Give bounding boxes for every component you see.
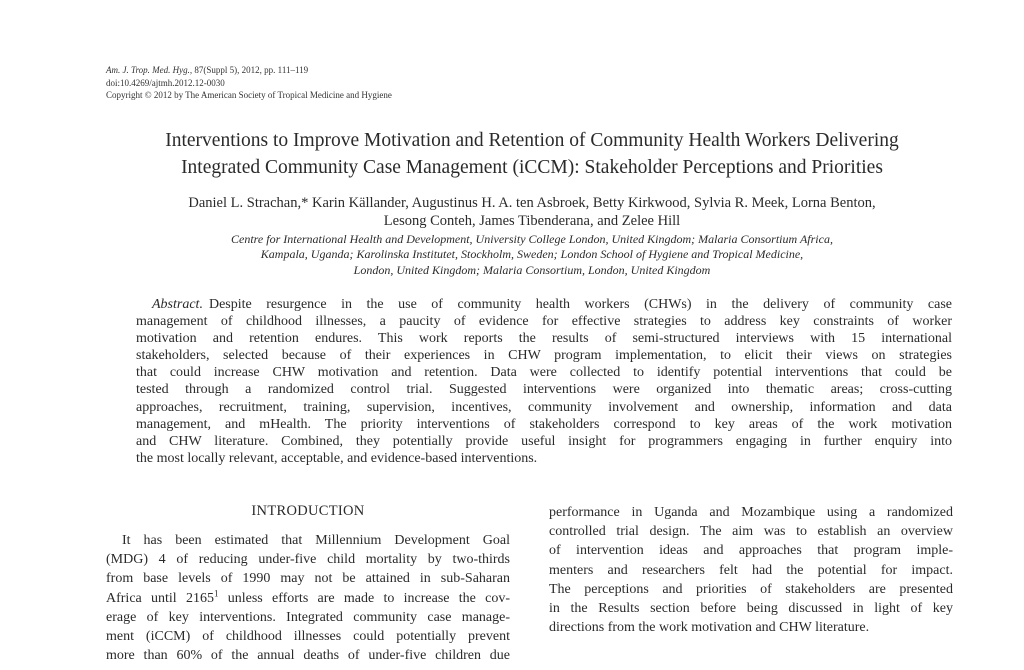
abstract-line: management, and mHealth. The priority interventions of stakeholders correspond to key areas of the work motivation — [136, 416, 952, 432]
abstract-text: Despite resurgence in the use of community health workers (CHWs) in the delivery of community case — [208, 297, 952, 312]
article-title — [60, 127, 1004, 181]
body-text: Africa until 2165 — [106, 590, 214, 606]
body-text: unless efforts are made to increase the cov- — [218, 590, 510, 606]
title-line: Interventions to Improve Motivation and Retention of Community Health Workers Delivering — [165, 130, 899, 151]
journal-header — [106, 64, 392, 102]
affiliation-line: London, United Kingdom; Malaria Consortium, London, United Kingdom — [353, 262, 711, 277]
body-line: directions from the work motivation and CHW literature. — [549, 620, 870, 636]
abstract-line: stakeholders, selected because of their experiences in CHW program implementation, to elicit their views on strategies — [136, 348, 952, 364]
body-line: erage of key interventions. Integrated community case manage- — [106, 609, 510, 625]
abstract-line: the most locally relevant, acceptable, and evidence-based interventions. — [136, 450, 538, 466]
introduction-right-column — [549, 503, 953, 637]
abstract-line: tested through a randomized control trial. Suggested interventions were organized into thematic areas; cross-cutting — [136, 382, 952, 398]
abstract-line: management of childhood illnesses, a paucity of evidence for effective strategies to address key constraints of worker — [136, 314, 952, 330]
body-line: menters and researchers felt had the potential for impact. — [549, 562, 953, 578]
authors-line: Lesong Conteh, James Tibenderana, and Zelee Hill — [383, 213, 681, 229]
abstract-line: that could increase CHW motivation and retention. Data were collected to identify potential interventions that could be — [136, 365, 952, 381]
abstract-line: approaches, recruitment, training, supervision, incentives, community involvement and ownership, information and data — [136, 399, 952, 415]
body-line — [106, 589, 510, 608]
abstract-label: Abstract. — [152, 297, 203, 312]
introduction-heading: INTRODUCTION — [251, 503, 365, 519]
body-line: from base levels of 1990 may not be attained in sub-Saharan — [106, 571, 510, 587]
author-list — [60, 194, 1004, 230]
reference-superscript: 1 — [213, 587, 219, 598]
body-line: in the Results section before being discussed in light of key — [549, 601, 953, 617]
introduction-left-column — [106, 531, 510, 665]
body-line: performance in Uganda and Mozambique using a randomized — [549, 505, 953, 520]
affiliation-line: Centre for International Health and Development, University College London, United Kingdom; Malaria Consortium Africa, — [231, 232, 833, 246]
body-line: controlled trial design. The aim was to establish an overview — [549, 524, 953, 540]
body-line: The perceptions and priorities of stakeholders are presented — [549, 581, 953, 597]
affiliation-line: Kampala, Uganda; Karolinska Institutet, Stockholm, Sweden; London School of Hygiene and Tropical Medicine, — [260, 247, 804, 262]
citation-line — [106, 64, 392, 77]
abstract-line: and CHW literature. Combined, they potentially provide useful insight for programmers engaging in further enquiry into — [136, 433, 952, 449]
body-line: ment (iCCM) of childhood illnesses could potentially prevent — [106, 629, 510, 645]
authors-line: Daniel L. Strachan,* Karin Källander, Augustinus H. A. ten Asbroek, Betty Kirkwood, Sylvia R. Meek, Lorna Benton, — [188, 195, 876, 211]
abstract-line: motivation and retention endures. This work reports the results of semi-structured interviews with 15 international — [136, 331, 952, 347]
body-line: It has been estimated that Millennium Development Goal — [122, 533, 510, 548]
copyright-line: Copyright © 2012 by The American Society of Tropical Medicine and Hygiene — [106, 90, 392, 100]
doi-line: doi:10.4269/ajtmh.2012.12-0030 — [106, 77, 225, 88]
abstract — [136, 296, 952, 467]
abstract-line — [136, 296, 952, 313]
journal-name: Am. J. Trop. Med. Hyg., — [106, 65, 193, 75]
body-line: of intervention ideas and approaches that program imple- — [549, 543, 953, 559]
journal-citation: 87(Suppl 5), 2012, pp. 111–119 — [192, 65, 309, 75]
body-line: (MDG) 4 of reducing under-five child mortality by two-thirds — [106, 552, 510, 568]
affiliations — [60, 232, 1004, 278]
body-line: more than 60% of the annual deaths of under-five children due — [106, 648, 510, 664]
title-line: Integrated Community Case Management (iCCM): Stakeholder Perceptions and Priorities — [181, 157, 883, 178]
